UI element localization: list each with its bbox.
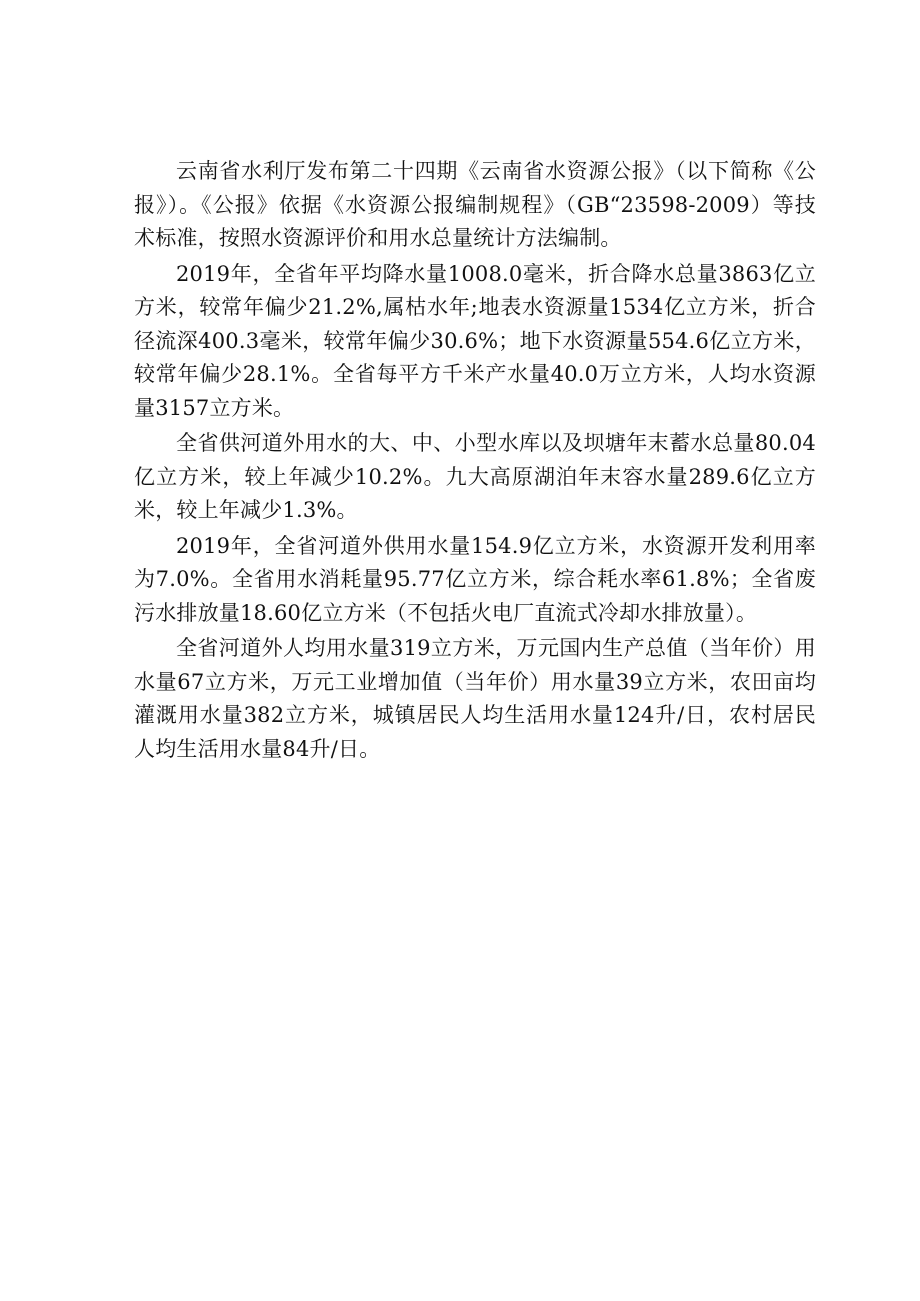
document-body bbox=[134, 155, 816, 768]
paragraph-per-capita-use: 全省河道外人均用水量319立方米，万元国内生产总值（当年价）用水量67立方米，万元工业增加值（当年价）用水量39立方米，农田亩均灌溉用水量382立方米，城镇居民人均生活用水量124升/日，农村居民人均生活用水量84升/日。 bbox=[134, 636, 816, 761]
paragraph-precipitation: 2019年，全省年平均降水量1008.0毫米，折合降水总量3863亿立方米，较常年偏少21.2%,属枯水年;地表水资源量1534亿立方米，折合径流深400.3毫米，较常年偏少30.6%；地下水资源量554.6亿立方米，较常年偏少28.1%。全省每平方千米产水量40.0万立方米，人均水资源量3157立方米。 bbox=[134, 261, 816, 420]
paragraph-water-use: 2019年，全省河道外供用水量154.9亿立方米，水资源开发利用率为7.0%。全省用水消耗量95.77亿立方米，综合耗水率61.8%；全省废污水排放量18.60亿立方米（不包括火电厂直流式冷却水排放量）。 bbox=[134, 533, 816, 625]
paragraph-intro: 云南省水利厅发布第二十四期《云南省水资源公报》（以下简称《公报》）。《公报》依据《水资源公报编制规程》（GB“23598-2009）等技术标准，按照水资源评价和用水总量统计方法编制。 bbox=[134, 159, 816, 250]
paragraph-reservoir-storage: 全省供河道外用水的大、中、小型水库以及坝塘年末蓄水总量80.04亿立方米，较上年减少10.2%。九大高原湖泊年末容水量289.6亿立方米，较上年减少1.3%。 bbox=[134, 431, 816, 522]
